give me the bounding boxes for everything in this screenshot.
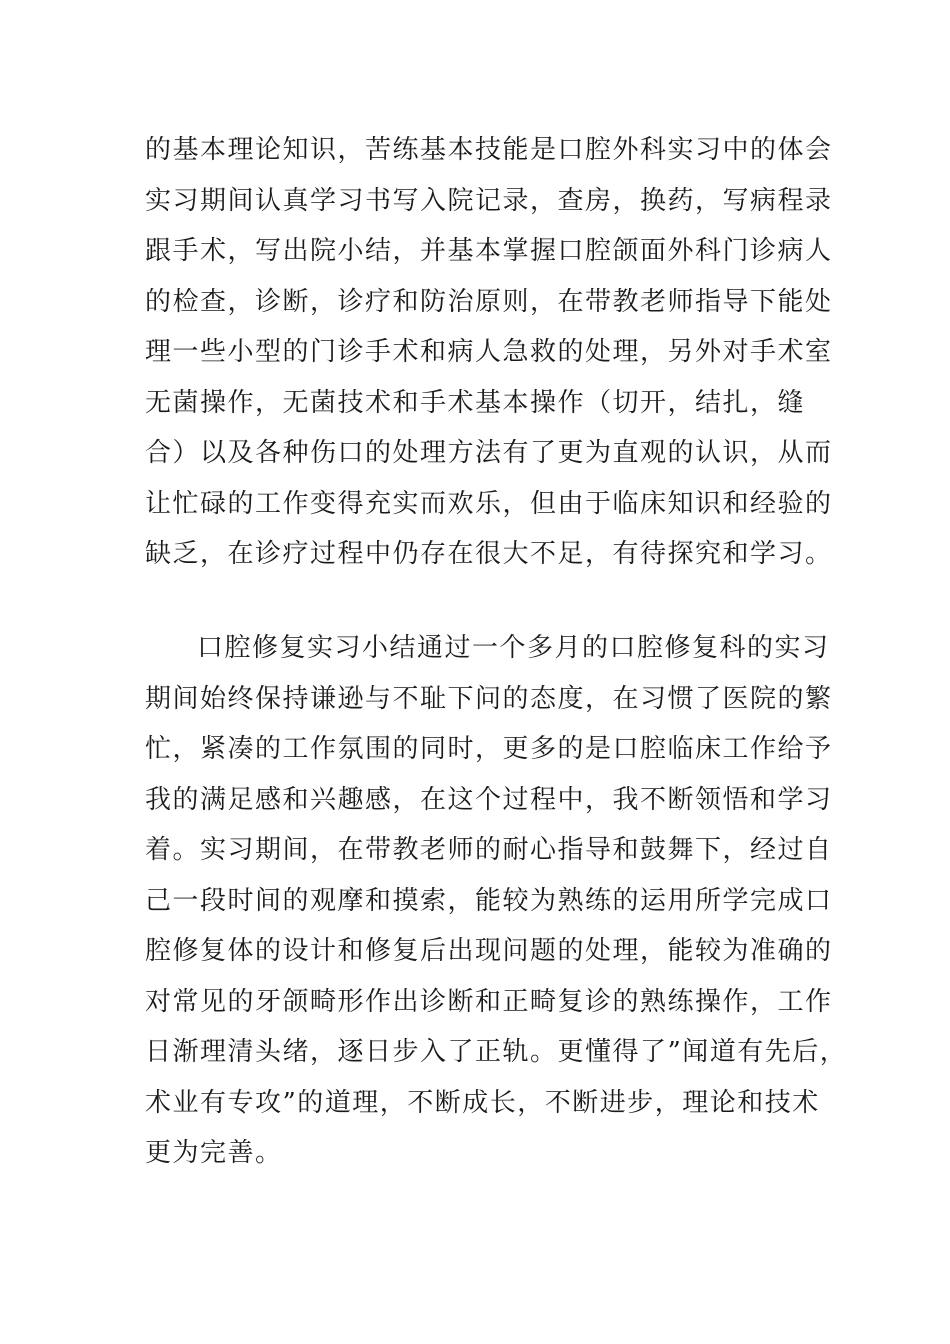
text-line: 实习期间认真学习书写入院记录，查房，换药，写病程录: [145, 186, 833, 216]
text-line: 理一些小型的门诊手术和病人急救的处理，另外对手术室: [145, 337, 833, 367]
text-line: 期间始终保持谦逊与不耻下问的态度，在习惯了医院的繁: [145, 684, 833, 714]
text-line: 对常见的牙颌畸形作出诊断和正畸复诊的熟练操作，工作: [145, 987, 833, 1017]
text-line: 让忙碌的工作变得充实而欢乐，但由于临床知识和经验的: [145, 489, 833, 519]
text-line: 跟手术，写出院小结，并基本掌握口腔颌面外科门诊病人: [145, 236, 833, 266]
text-line: 我的满足感和兴趣感，在这个过程中，我不断领悟和学习: [145, 785, 833, 815]
text-line: 更为完善。: [145, 1138, 283, 1168]
text-line: 的基本理论知识，苦练基本技能是口腔外科实习中的体会: [145, 135, 833, 165]
text-line: 己一段时间的观摩和摸索，能较为熟练的运用所学完成口: [145, 886, 833, 916]
text-line: 着。实习期间，在带教老师的耐心指导和鼓舞下，经过自: [145, 835, 833, 865]
text-line: 合）以及各种伤口的处理方法有了更为直观的认识，从而: [145, 438, 833, 468]
text-line: 术业有专攻”的道理，不断成长，不断进步，理论和技术: [145, 1088, 820, 1118]
text-line: 忙，紧凑的工作氛围的同时，更多的是口腔临床工作给予: [145, 734, 833, 764]
text-line: 缺乏，在诊疗过程中仍存在很大不足，有待探究和学习。: [145, 539, 833, 569]
text-line: 口腔修复实习小结通过一个多月的口腔修复科的实习: [197, 633, 830, 663]
text-line: 的检查，诊断，诊疗和防治原则，在带教老师指导下能处: [145, 287, 833, 317]
text-line: 腔修复体的设计和修复后出现问题的处理，能较为准确的: [145, 936, 833, 966]
text-line: 无菌操作，无菌技术和手术基本操作（切开，结扎，缝: [145, 388, 806, 418]
text-line: 日渐理清头绪，逐日步入了正轨。更懂得了”闻道有先后，: [145, 1037, 848, 1067]
